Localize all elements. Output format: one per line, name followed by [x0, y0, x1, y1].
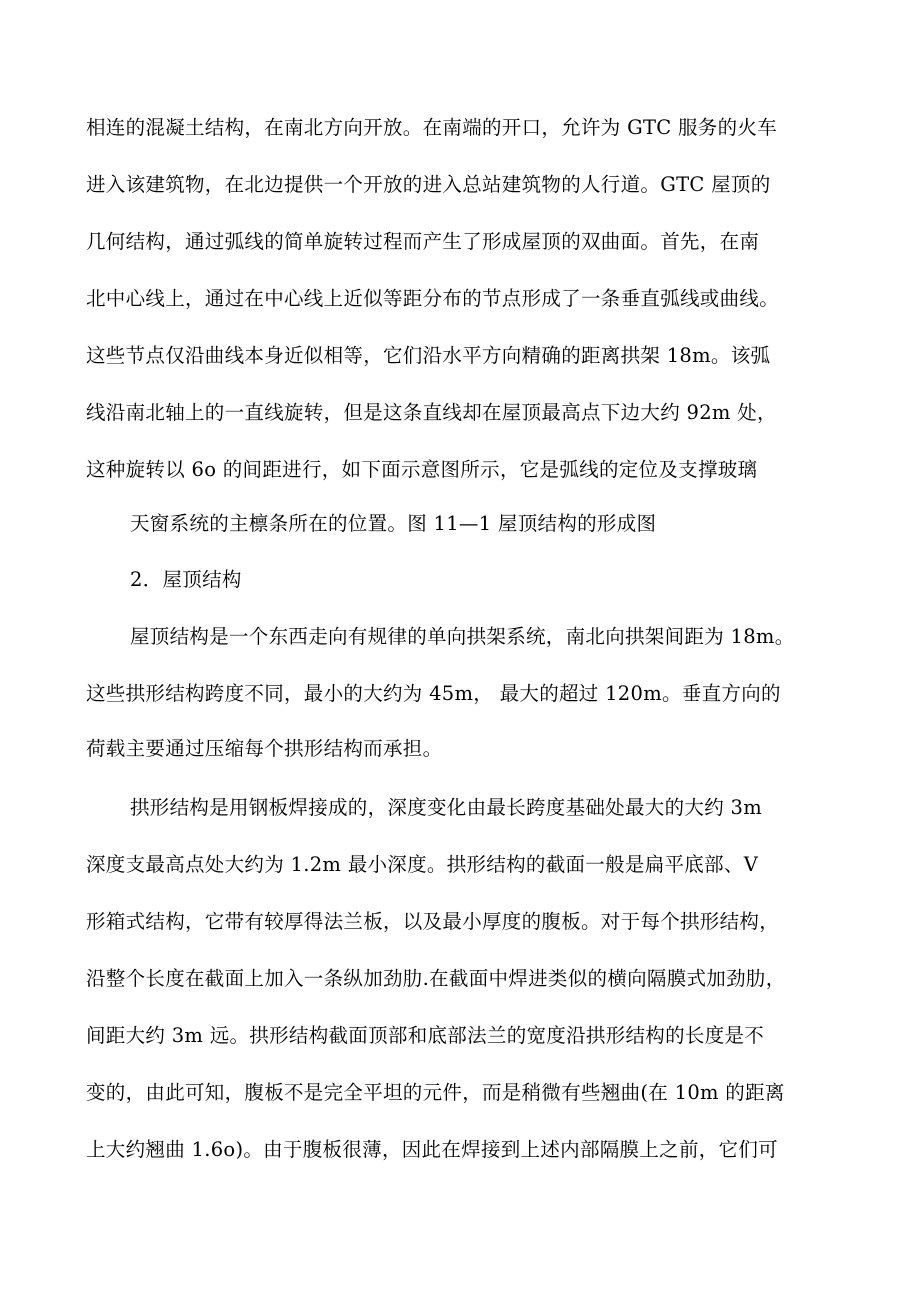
text-line: 荷载主要通过压缩每个拱形结构而承担。	[86, 737, 443, 760]
text-line: 深度支最高点处大约为 1.2m 最小深度。拱形结构的截面一般是扁平底部、V	[86, 853, 759, 876]
text-line: 沿整个长度在截面上加入一条纵加劲肋.在截面中焊进类似的横向隔膜式加劲肋，	[86, 967, 786, 990]
text-line: 形箱式结构，它带有较厚得法兰板，以及最小厚度的腹板。对于每个拱形结构，	[86, 910, 780, 933]
text-line: 间距大约 3m 远。拱形结构截面顶部和底部法兰的宽度沿拱形结构的长度是不	[86, 1024, 765, 1047]
text-line: 进入该建筑物，在北边提供一个开放的进入总站建筑物的人行道。GTC 屋顶的	[86, 173, 771, 196]
text-line: 上大约翘曲 1.6o)。由于腹板很薄，因此在焊接到上述内部隔膜上之前，它们可	[86, 1138, 778, 1161]
text-line: 北中心线上，通过在中心线上近似等距分布的节点形成了一条垂直弧线或曲线。	[86, 287, 780, 310]
text-line: 这些拱形结构跨度不同，最小的大约为 45m， 最大的超过 120m。垂直方向的	[86, 682, 781, 705]
text-line: 这些节点仅沿曲线本身近似相等，它们沿水平方向精确的距离拱架 18m。该弧	[86, 344, 771, 367]
text-line: 屋顶结构是一个东西走向有规律的单向拱架系统，南北向拱架间距为 18m。	[130, 625, 795, 648]
text-line: 变的，由此可知，腹板不是完全平坦的元件，而是稍微有些翘曲(在 10m 的距离	[86, 1081, 785, 1104]
text-line: 线沿南北轴上的一直线旋转，但是这条直线却在屋顶最高点下边大约 92m 处，	[86, 401, 777, 424]
text-line: 这种旋转以 6o 的间距进行，如下面示意图所示，它是弧线的定位及支撑玻璃	[86, 458, 758, 481]
text-line: 拱形结构是用钢板焊接成的，深度变化由最长跨度基础处最大的大约 3m	[130, 796, 762, 819]
section-heading: 2．屋顶结构	[130, 568, 242, 591]
text-line: 天窗系统的主檩条所在的位置。图 11—1 屋顶结构的形成图	[130, 512, 657, 535]
text-line: 几何结构，通过弧线的简单旋转过程而产生了形成屋顶的双曲面。首先，在南	[86, 230, 760, 253]
text-line: 相连的混凝土结构，在南北方向开放。在南端的开口，允许为 GTC 服务的火车	[86, 116, 778, 139]
